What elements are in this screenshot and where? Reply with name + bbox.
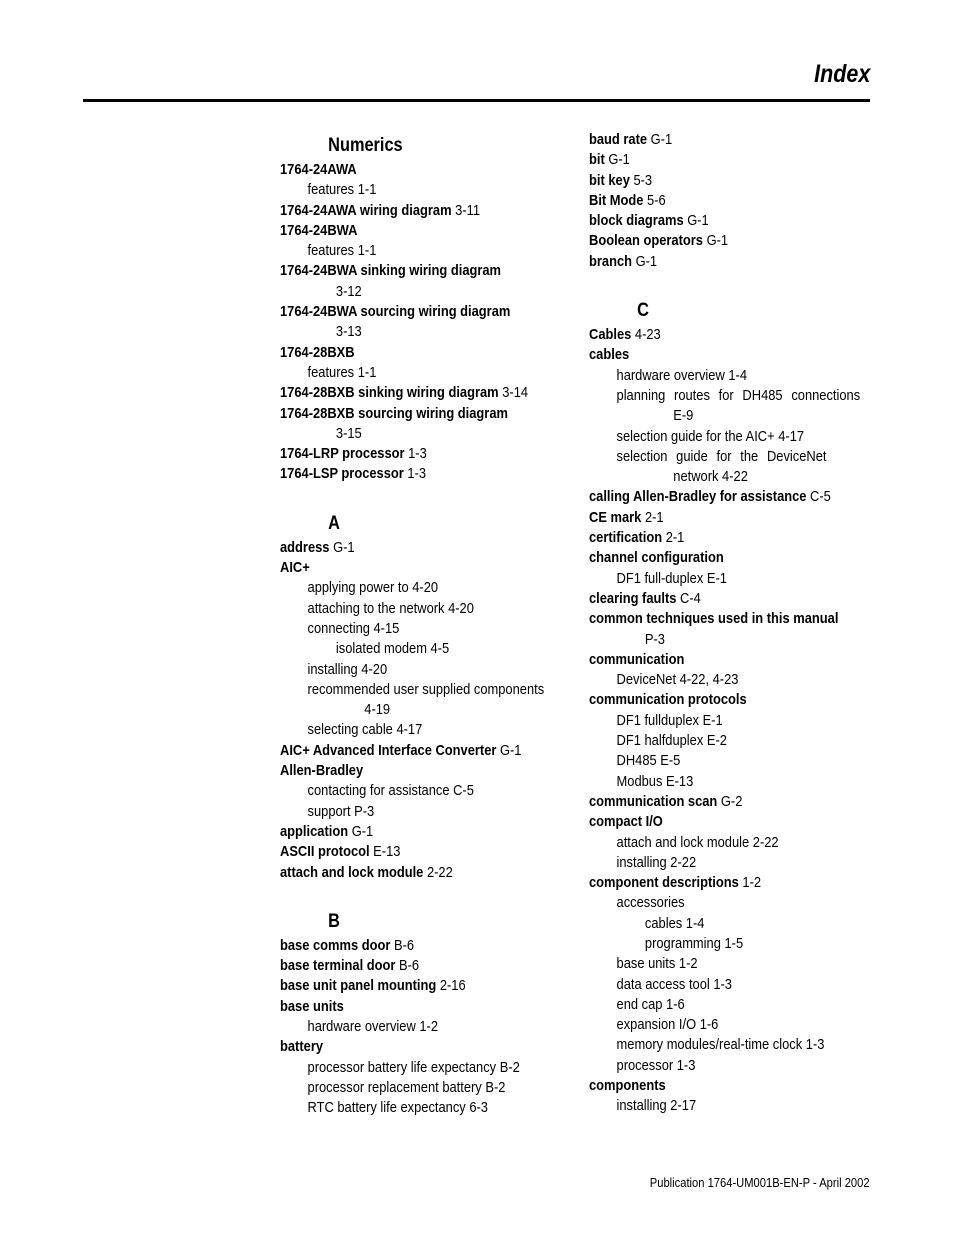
- index-entry: [280, 558, 562, 578]
- page-reference: 1-1: [357, 181, 377, 199]
- page-reference: 1-3: [407, 465, 427, 483]
- index-subsubentry: [280, 639, 562, 659]
- index-subentry: [280, 1017, 562, 1037]
- index-section-heading: Numerics: [328, 135, 403, 156]
- index-entry: [589, 325, 871, 345]
- page-reference: 1-4: [685, 914, 705, 932]
- index-term: DF1 halfduplex: [616, 732, 704, 750]
- index-term: installing: [307, 660, 358, 678]
- index-term: 1764-28BXB sinking wiring diagram: [280, 384, 499, 402]
- page-reference: 2-17: [670, 1097, 697, 1115]
- index-term: attaching to the network: [307, 599, 445, 617]
- index-subentry: [589, 1096, 871, 1116]
- page-reference: 4-20: [448, 599, 474, 617]
- publication-footer: Publication 1764-UM001B-EN-P - April 2002: [650, 1175, 870, 1190]
- page-reference: 2-22: [670, 853, 697, 871]
- page-reference: G-1: [351, 822, 374, 840]
- page-reference: 1-1: [357, 242, 377, 260]
- index-entry: [280, 261, 562, 281]
- index-term: support: [307, 802, 351, 820]
- page-reference: C-5: [810, 488, 831, 506]
- index-subentry: [280, 241, 562, 261]
- page-reference: E-13: [666, 772, 694, 790]
- index-term: component descriptions: [589, 874, 739, 892]
- index-entry: [589, 690, 871, 710]
- page-reference: B-2: [499, 1058, 520, 1076]
- index-term: attach and lock module: [616, 833, 750, 851]
- index-entry-continuation: [280, 322, 562, 342]
- index-term: communication scan: [589, 792, 718, 810]
- index-entry: [280, 444, 562, 464]
- index-subentry: [280, 180, 562, 200]
- index-term: calling Allen-Bradley for assistance: [589, 488, 807, 506]
- index-entry: [280, 863, 562, 883]
- index-subentry: [280, 619, 562, 639]
- index-term: accessories: [616, 894, 685, 912]
- index-term: 1764-28BXB: [280, 343, 355, 361]
- index-term: 1764-24BWA sinking wiring diagram: [280, 262, 502, 280]
- index-entry: [280, 822, 562, 842]
- page-reference: 1-2: [419, 1017, 439, 1035]
- index-subentry: [280, 720, 562, 740]
- page-reference: 3-14: [502, 384, 529, 402]
- index-subentry: [589, 386, 871, 406]
- index-entry: [589, 252, 871, 272]
- index-subentry: [589, 893, 871, 913]
- index-term: DF1 full-duplex: [616, 569, 704, 587]
- index-term: attach and lock module: [280, 863, 424, 881]
- index-term: AIC+ Advanced Interface Converter: [280, 741, 497, 759]
- index-subentry: [280, 660, 562, 680]
- index-term: contacting for assistance: [307, 782, 450, 800]
- index-term: base unit panel mounting: [280, 977, 437, 995]
- page-reference: 1-4: [728, 366, 748, 384]
- page-reference: G-1: [333, 538, 355, 556]
- index-subentry: [589, 772, 871, 792]
- index-term: data access tool: [616, 975, 710, 993]
- index-term: 1764-24AWA wiring diagram: [280, 201, 452, 219]
- index-entry: [589, 171, 871, 191]
- page-reference: G-1: [499, 741, 522, 759]
- index-term: branch: [589, 252, 633, 270]
- page-reference: 4-15: [373, 619, 400, 637]
- index-term: bit key: [589, 171, 630, 189]
- index-term: Allen-Bradley: [280, 762, 364, 780]
- index-term: bit: [589, 151, 605, 169]
- page-reference: 2-1: [644, 508, 664, 526]
- index-entry: [589, 792, 871, 812]
- index-term: installing: [616, 853, 667, 871]
- index-term: cables: [644, 914, 683, 932]
- page-reference: 1-2: [678, 955, 698, 973]
- page-reference: B-6: [399, 957, 420, 975]
- page-reference: 3-11: [455, 201, 481, 219]
- index-term: application: [280, 822, 349, 840]
- index-term: communication: [589, 650, 685, 668]
- index-term: base comms door: [280, 936, 391, 954]
- index-term: base units: [280, 997, 344, 1015]
- index-term: hardware overview: [616, 366, 725, 384]
- page-reference: G-1: [608, 151, 630, 169]
- index-subentry: [280, 578, 562, 598]
- index-term: address: [280, 538, 330, 556]
- index-entry: [589, 231, 871, 251]
- index-term: network: [673, 468, 719, 486]
- index-entry: [280, 997, 562, 1017]
- index-entry-continuation: [589, 467, 871, 487]
- index-section-heading: A: [328, 512, 340, 534]
- index-entry: [280, 404, 562, 424]
- index-subsubentry: [589, 934, 871, 954]
- page-reference: G-1: [650, 131, 673, 148]
- index-term: DH485: [616, 752, 657, 770]
- index-term: selecting cable: [307, 721, 393, 739]
- index-term: processor replacement battery: [307, 1078, 482, 1096]
- index-term: battery: [280, 1038, 324, 1056]
- index-term: recommended user supplied components: [307, 680, 545, 698]
- index-subentry: [589, 954, 871, 974]
- page-reference: 4-20: [412, 579, 439, 597]
- page-reference: 3-13: [335, 323, 362, 341]
- page-reference: 1-5: [724, 934, 744, 952]
- page-reference: 4-19: [364, 701, 391, 719]
- index-term: compact I/O: [589, 813, 663, 831]
- page-reference: 2-22: [426, 863, 453, 881]
- index-entry: [589, 191, 871, 211]
- page-reference: B-6: [393, 936, 415, 954]
- index-term: hardware overview: [307, 1017, 416, 1035]
- index-entry: [280, 383, 562, 403]
- index-subentry: [280, 363, 562, 383]
- index-term: Boolean operators: [589, 232, 703, 250]
- index-term: ASCII protocol: [280, 843, 370, 861]
- index-entry: [589, 548, 871, 568]
- page-reference: 1-3: [408, 445, 427, 463]
- index-entry: [280, 302, 562, 322]
- index-subentry: [589, 853, 871, 873]
- index-entry: [280, 160, 562, 180]
- index-entry: [589, 487, 871, 507]
- index-term: certification: [589, 529, 663, 547]
- index-subentry: [280, 599, 562, 619]
- index-subentry: [589, 711, 871, 731]
- index-entry: [280, 976, 562, 996]
- index-entry-continuation: [280, 700, 562, 720]
- page-reference: P-3: [644, 630, 665, 648]
- section-gap: [589, 272, 871, 295]
- index-entry: [589, 589, 871, 609]
- index-term: channel configuration: [589, 549, 724, 567]
- page-reference: C-4: [680, 589, 701, 607]
- index-entry: [280, 936, 562, 956]
- index-entry: [280, 538, 562, 558]
- index-subentry: [589, 731, 871, 751]
- index-term: Modbus: [616, 772, 663, 790]
- page-title: Index: [813, 60, 870, 88]
- page-reference: 4-20: [361, 660, 388, 678]
- index-subentry: [280, 1058, 562, 1078]
- page-reference: E-13: [373, 843, 401, 861]
- page-reference: B-2: [485, 1078, 506, 1096]
- page-reference: E-5: [660, 752, 681, 770]
- index-entry: [589, 528, 871, 548]
- index-subentry: [280, 802, 562, 822]
- index-entry: [589, 609, 871, 629]
- index-term: programming: [644, 934, 721, 952]
- index-subentry: [589, 1035, 871, 1055]
- index-term: installing: [616, 1097, 667, 1115]
- index-entry: [280, 464, 562, 484]
- index-term: baud rate: [589, 131, 648, 148]
- index-entry: [589, 812, 871, 832]
- page-reference: P-3: [354, 802, 375, 820]
- page-reference: 6-3: [469, 1099, 488, 1117]
- index-term: features: [307, 363, 355, 381]
- index-subentry: [280, 781, 562, 801]
- index-term: base units: [616, 955, 676, 973]
- index-entry-continuation: [280, 282, 562, 302]
- page-reference: 1-6: [666, 995, 685, 1013]
- page-reference: G-1: [635, 252, 658, 270]
- index-entry: [589, 211, 871, 231]
- index-term: selection guide for the DeviceNet: [616, 447, 827, 465]
- index-entry-continuation: [589, 406, 871, 426]
- index-subentry: [589, 1056, 871, 1076]
- index-entry: [280, 201, 562, 221]
- index-column-left: [280, 130, 562, 1118]
- index-entry: [280, 741, 562, 761]
- index-term: features: [307, 181, 355, 199]
- index-term: block diagrams: [589, 212, 684, 230]
- page-reference: E-9: [673, 407, 694, 425]
- index-term: memory modules/real-time clock: [616, 1036, 803, 1054]
- index-subsubentry: [589, 914, 871, 934]
- section-gap: [280, 883, 562, 906]
- page-reference: 3-15: [335, 424, 362, 442]
- page-reference: 4-17: [778, 427, 805, 445]
- index-term: CE mark: [589, 508, 642, 526]
- index-term: applying power to: [307, 579, 409, 597]
- index-subentry: [280, 1078, 562, 1098]
- index-term: clearing faults: [589, 589, 677, 607]
- index-section-heading: C: [637, 300, 649, 322]
- index-term: AIC+: [280, 559, 310, 577]
- index-subentry: [589, 427, 871, 447]
- index-subentry: [280, 1098, 562, 1118]
- index-term: 1764-24BWA sourcing wiring diagram: [280, 303, 511, 321]
- index-term: 1764-LRP processor: [280, 445, 405, 463]
- page-reference: 5-6: [647, 191, 666, 209]
- index-term: DF1 fullduplex: [616, 711, 699, 729]
- page-reference: E-1: [706, 569, 727, 587]
- index-term: processor battery life expectancy: [307, 1058, 497, 1076]
- index-term: base terminal door: [280, 957, 396, 975]
- index-subentry: [589, 366, 871, 386]
- index-subentry: [589, 975, 871, 995]
- page-reference: E-1: [702, 711, 723, 729]
- index-term: expansion I/O: [616, 1016, 697, 1034]
- index-entry: [280, 842, 562, 862]
- page-reference: 2-16: [439, 977, 466, 995]
- page-reference: G-1: [687, 212, 709, 230]
- index-entry-continuation: [280, 424, 562, 444]
- index-term: common techniques used in this manual: [589, 610, 839, 628]
- page-reference: E-2: [706, 732, 727, 750]
- page-reference: 5-3: [633, 171, 653, 189]
- page-reference: 4-17: [396, 721, 423, 739]
- page-reference: 4-5: [430, 640, 450, 658]
- index-subentry: [589, 1015, 871, 1035]
- index-term: communication protocols: [589, 691, 747, 709]
- index-term: 1764-28BXB sourcing wiring diagram: [280, 404, 508, 422]
- index-term: isolated modem: [335, 640, 427, 658]
- index-subentry: [589, 447, 871, 467]
- index-entry: [280, 343, 562, 363]
- index-subentry: [280, 680, 562, 700]
- index-section-heading: B: [328, 910, 340, 932]
- page-reference: 1-3: [805, 1036, 825, 1054]
- index-entry: [589, 130, 871, 150]
- index-entry: [589, 650, 871, 670]
- index-entry-continuation: [589, 630, 871, 650]
- index-entry: [589, 508, 871, 528]
- index-entry: [280, 956, 562, 976]
- index-term: components: [589, 1077, 666, 1095]
- page-reference: G-1: [706, 232, 729, 250]
- page-reference: 1-3: [713, 975, 732, 993]
- section-gap: [280, 485, 562, 508]
- page-reference: 1-6: [699, 1016, 719, 1034]
- index-term: processor: [616, 1056, 674, 1074]
- page-reference: 2-1: [665, 529, 685, 547]
- index-term: RTC battery life expectancy: [307, 1099, 466, 1117]
- index-subentry: [589, 751, 871, 771]
- index-term: Cables: [589, 326, 632, 344]
- index-entry: [280, 761, 562, 781]
- index-subentry: [589, 569, 871, 589]
- page-reference: 4-22, 4-23: [679, 671, 739, 689]
- index-term: selection guide for the AIC+: [616, 427, 775, 445]
- page-reference: G-2: [720, 792, 743, 810]
- page-reference: 1-3: [676, 1056, 696, 1074]
- page-reference: 4-23: [634, 326, 661, 344]
- index-entry: [280, 221, 562, 241]
- page-reference: 3-12: [335, 282, 362, 300]
- index-entry: [280, 1037, 562, 1057]
- index-entry: [589, 873, 871, 893]
- index-term: end cap: [616, 995, 663, 1013]
- header-rule: [83, 99, 870, 102]
- index-term: cables: [589, 346, 630, 364]
- index-column-right: [589, 130, 871, 1117]
- page-reference: 4-22: [722, 468, 748, 486]
- index-term: 1764-24AWA: [280, 161, 357, 178]
- index-subentry: [589, 833, 871, 853]
- index-term: features: [307, 242, 355, 260]
- page-reference: 2-22: [752, 833, 779, 851]
- index-subentry: [589, 670, 871, 690]
- index-entry: [589, 1076, 871, 1096]
- index-term: planning routes for DH485 connections: [616, 386, 861, 404]
- index-entry: [589, 345, 871, 365]
- page-reference: C-5: [453, 782, 474, 800]
- index-term: connecting: [307, 619, 370, 637]
- index-subentry: [589, 995, 871, 1015]
- index-term: 1764-24BWA: [280, 221, 358, 239]
- index-term: DeviceNet: [616, 671, 677, 689]
- index-entry: [589, 150, 871, 170]
- index-term: 1764-LSP processor: [280, 465, 404, 483]
- index-term: Bit Mode: [589, 191, 644, 209]
- page-reference: 1-2: [742, 874, 762, 892]
- page-reference: 1-1: [357, 363, 377, 381]
